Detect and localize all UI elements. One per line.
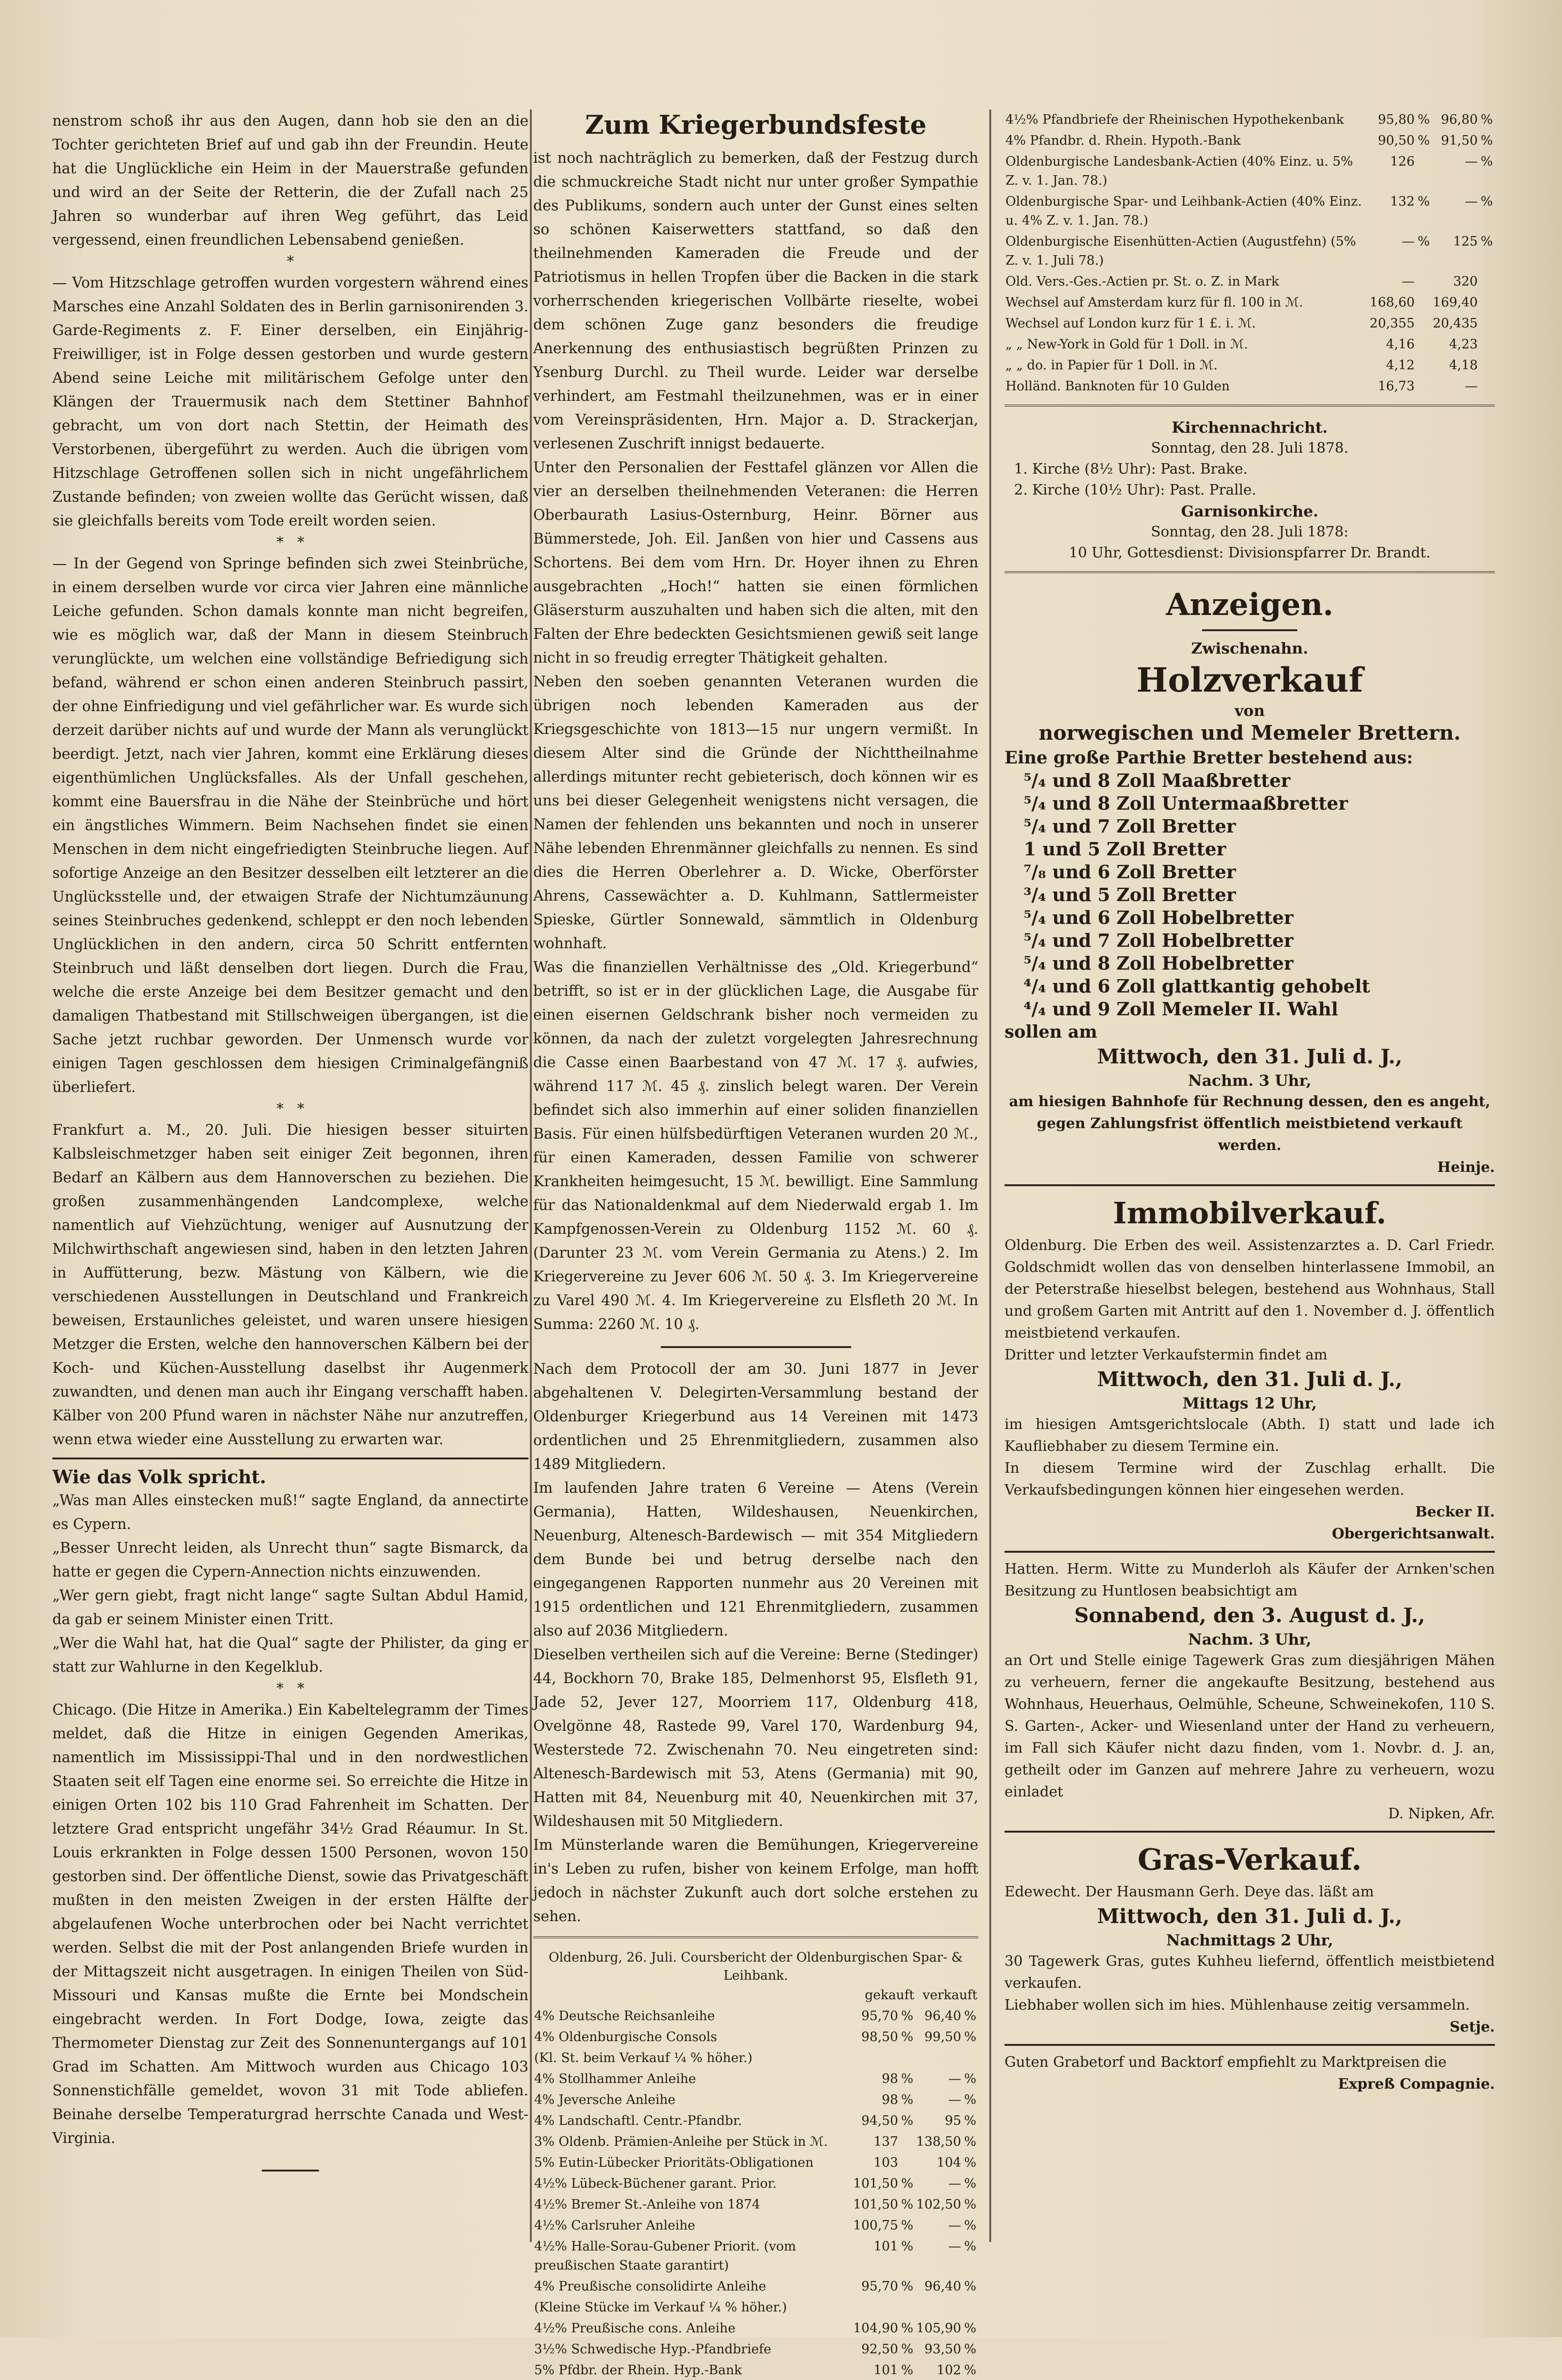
kurs-unit: % bbox=[901, 2321, 914, 2336]
garnison-date: Sonntag, den 28. Juli 1878: bbox=[1151, 524, 1349, 540]
anzeigen-heading: Anzeigen. bbox=[1166, 587, 1333, 623]
kurs-unit: % bbox=[964, 2155, 976, 2170]
kurs-value: 169,40 bbox=[1433, 295, 1478, 310]
ad-time: Nachm. 3 Uhr, bbox=[1188, 1071, 1312, 1090]
kurs-value: 320 bbox=[1453, 274, 1478, 289]
kurs-unit bbox=[1479, 376, 1495, 397]
kurs-unit bbox=[1479, 292, 1495, 313]
kurs-value: 126 bbox=[1390, 154, 1415, 169]
kurs-label: Wechsel auf Amsterdam kurz für fl. 100 in ℳ. bbox=[1005, 295, 1303, 310]
kurs-row bbox=[533, 2132, 978, 2152]
ad-text: von bbox=[1234, 702, 1265, 720]
kurs-table-continued bbox=[1005, 109, 1495, 397]
separator: * * bbox=[276, 1680, 305, 1697]
ad-time: Nachm. 3 Uhr, bbox=[1188, 1630, 1312, 1648]
kurs-unit: % bbox=[901, 2239, 914, 2254]
ad-date: Mittwoch, den 31. Juli d. J., bbox=[1097, 1045, 1403, 1068]
board-item: ⁴/₄ und 6 Zoll glattkantig gehobelt bbox=[1024, 975, 1370, 997]
ad-signature: Becker II. bbox=[1415, 1504, 1495, 1520]
board-item: 1 und 5 Zoll Bretter bbox=[1024, 838, 1226, 860]
article-text: „Wer gern giebt, fragt nicht lange“ sagte Sultan Abdul Hamid, da gab er seinem Minister einen Tritt. bbox=[52, 1587, 528, 1628]
ad-title-immobilverkauf: Immobilverkauf. bbox=[1113, 1196, 1387, 1230]
kirchen-title: Kirchennachricht. bbox=[1172, 418, 1328, 436]
kurs-unit: % bbox=[901, 2363, 914, 2378]
kurs-value: 90,50 bbox=[1378, 133, 1415, 148]
kurs-row bbox=[533, 2048, 978, 2069]
kurs-unit: % bbox=[964, 2030, 976, 2044]
article-chicago: Chicago. (Die Hitze in Amerika.) Ein Kabeltelegramm der Times meldet, daß die Hitze in einigen Gegenden Amerikas, namentlich im Mississippi-Thal und in den nordwestlichen Staaten seit elf Tagen eine enorme sei. So erreichte die Hitze in einigen Orten 102 bis 110 Grad Fahrenheit im Schatten. Der letztere Grad entspricht ungefähr 34½ Grad Réaumur. In St. Louis erkrankten in Folge dessen 1500 Personen, wovon 150 gestorben sind. Der öffentliche Dienst, sowie das Privatgeschäft mußten in den meisten Zweigen in der ersten Hälfte der abgelaufenen Woche unterbrochen oder bei Nacht verrichtet werden. Selbst die mit der Post anlangenden Briefe wurden in der Mittagszeit nicht ausgetragen. In einigen Theilen von Süd-Missouri und Kansas mußte die Ernte bei Mondschein eingebracht werden. In Fort Dodge, Iowa, zeigte das Thermometer Dienstag zur Zeit des Sonnenuntergangs auf 101 Grad im Schatten. Am Mittwoch wurden aus Chicago 103 Sonnenstichfälle gemeldet, wovon 31 mit Tode abliefen. Beinahe derselbe Temperaturgrad herrschte Canada und West-Virginia. bbox=[52, 1702, 528, 2147]
board-item: ⁵/₄ und 8 Zoll Maaßbretter bbox=[1024, 770, 1291, 791]
ad-place: Zwischenahn. bbox=[1191, 639, 1308, 657]
kurs-row bbox=[533, 2360, 978, 2380]
kurs-row bbox=[533, 2297, 978, 2318]
kurs-unit bbox=[1416, 292, 1432, 313]
kurs-row bbox=[533, 2215, 978, 2236]
kurs-label: 4% Preußische consolidirte Anleihe bbox=[534, 2279, 766, 2294]
kurs-row bbox=[1005, 151, 1495, 191]
ad-subtitle: norwegischen und Memeler Brettern. bbox=[1038, 721, 1461, 744]
kurs-value: 104,90 bbox=[853, 2321, 898, 2336]
kurs-value: 20,355 bbox=[1370, 316, 1415, 331]
column-rule bbox=[989, 109, 991, 2242]
kurs-col-header: verkauft bbox=[923, 1988, 977, 2003]
kirchen-date: Sonntag, den 28. Juli 1878. bbox=[1151, 440, 1349, 456]
article-text: Was die finanziellen Verhältnisse des „Old. Kriegerbund“ betrifft, so ist er in der glücklichen Lage, die Ausgabe für einen eisernen Geldschrank bisher noch vermeiden zu können, da nach der zuletzt vorgelegten Jahresrechnung die Casse einen Baarbestand von 47 ℳ. 17 ₰. aufwies, während 117 ℳ. 45 ₰. zinslich belegt waren. Der Verein befindet sich also immerhin auf einer soliden finanziellen Basis. Für einen hülfsbedürftigen Veteranen wurden 20 ℳ., für einen Kameraden, dessen Familie von schwerer Krankheiten heimgesucht, 15 ℳ. bewilligt. Eine Sammlung für das Nationaldenkmal auf dem Niederwald ergab 1. Im Kampfgenossen-Verein zu Oldenburg 1152 ℳ. 60 ₰. (Darunter 23 ℳ. vom Verein Germania zu Atens.) 2. Im Kriegervereine zu Jever 606 ℳ. 50 ₰. 3. Im Kriegervereine zu Varel 490 ℳ. 4. Im Kriegervereine zu Elsfleth 20 ℳ. In Summa: 2260 ℳ. 10 ₰. bbox=[533, 959, 978, 1333]
kurs-value: 98 bbox=[882, 2092, 898, 2107]
separator: * * bbox=[276, 1101, 305, 1117]
kurs-value: 98,50 bbox=[861, 2030, 898, 2044]
ad-text: Eine große Parthie Bretter bestehend aus: bbox=[1005, 748, 1413, 768]
kurs-unit: % bbox=[964, 2363, 976, 2378]
kurs-value: 104 bbox=[936, 2155, 961, 2170]
board-item: ⁵/₄ und 8 Zoll Untermaaßbretter bbox=[1024, 793, 1348, 814]
article-springe: — In der Gegend von Springe befinden sich zwei Steinbrüche, in einem derselben wurde vor circa vier Jahren eine männliche Leiche gefunden. Schon damals konnte man nicht begreifen, wie es möglich war, daß der Mann in diesem Steinbruch verunglückte, um welchen eine vollständige Befriedigung sich befand, während er schon einen anderen Steinbruch passirt, der ohne Einfriedigung und viel gefährlicher war. Es wurde sich derzeit darüber nichts auf und wurde der Mann als verunglückt beerdigt. Jetzt, nach vier Jahren, kommt eine Erklärung dieses eigenthümlichen Unglücksfalles. Als der Unfall geschehen, kommt eine Bauersfrau in die Nähe der Steinbrüche und hört ein ängstliches Wimmern. Beim Nachsehen findet sie einen Menschen in dem nicht eingefriedigten Steinbruche liegen. Auf sofortige Anzeige an den Besitzer desselben eilt letzterer an die Unglücksstelle und, der etwaigen Strafe der Nichtumzäunung seines Steinbruches gedenkend, schleppt er den noch lebenden Unglücklichen in den andern, circa 50 Schritt entfernten Steinbruch und läßt denselben dort liegen. Durch die Frau, welche die erste Anzeige bei dem Besitzer gemacht und den damaligen Thatbestand mit Stillschweigen übergangen, ist die Sache jetzt ruchbar geworden. Der Unmensch wurde vor einigen Tagen geschlossen dem hiesigen Criminalgefängniß überliefert. bbox=[52, 555, 528, 1096]
kurs-unit: % bbox=[1481, 234, 1493, 249]
kurs-row bbox=[1005, 271, 1495, 292]
kurs-unit: % bbox=[901, 2072, 914, 2086]
kurs-row bbox=[1005, 231, 1495, 271]
article-text: „Besser Unrecht leiden, als Unrecht thun“ sagte Bismarck, da hatte er gegen die Cypern-Annection nichts einzuwenden. bbox=[52, 1540, 528, 1580]
ad-signature: Heinje. bbox=[1437, 1159, 1495, 1176]
article-text: Im Münsterlande waren die Bemühungen, Kriegervereine in's Leben zu rufen, bisher von keinem Erfolge, man hofft jedoch in nächster Zukunft auch dort solche erstehen zu sehen. bbox=[533, 1837, 978, 1925]
kurs-row bbox=[533, 2152, 978, 2173]
kurs-unit bbox=[1416, 313, 1432, 334]
article-text: „Was man Alles einstecken muß!“ sagte England, da annectirte es Cypern. bbox=[52, 1492, 528, 1533]
garnison-line: 10 Uhr, Gottesdienst: Divisionspfarrer Dr. Brandt. bbox=[1069, 545, 1431, 561]
kurs-value: — bbox=[948, 2072, 961, 2086]
kurs-row bbox=[533, 2173, 978, 2194]
article-text: nenstrom schoß ihr aus den Augen, dann hob sie den an die Tochter gerichteten Brief auf und gab ihn der Freundin. Heute hat die Unglückliche ein Heim in der Mauerstraße gefunden und wird an der Seite der Retterin, die der Zufall nach 25 Jahren so wunderbar auf ihren Weg geführt, das Leid vergessend, einen freundlichen Lebensabend genießen. bbox=[52, 113, 528, 248]
kurs-label: Oldenburgische Spar- und Leihbank-Actien (40% Einz. u. 4% Z. v. 1. Jan. 78.) bbox=[1005, 194, 1362, 228]
ad-text: im hiesigen Amtsgerichtslocale (Abth. I) statt und lade ich Kaufliebhaber zu diesem Termine ein. bbox=[1005, 1416, 1495, 1455]
kurs-label: 4½% Lübeck-Büchener garant. Prior. bbox=[534, 2176, 777, 2191]
article-heading: Wie das Volk spricht. bbox=[52, 1466, 266, 1488]
kurs-unit bbox=[962, 2048, 978, 2069]
ad-text: am hiesigen Bahnhofe für Rechnung dessen, den es angeht, gegen Zahlungsfrist öffentlich meistbietend verkauft werden. bbox=[1009, 1093, 1491, 1154]
ad-date: Mittwoch, den 31. Juli d. J., bbox=[1097, 1368, 1403, 1391]
kurs-value: 95,80 bbox=[1378, 112, 1415, 127]
kurs-label: Oldenburgische Eisenhütten-Actien (Augustfehn) (5% Z. v. 1. Juli 78.) bbox=[1005, 234, 1356, 268]
garnison-title: Garnisonkirche. bbox=[1181, 502, 1319, 520]
kurs-value: 103 bbox=[873, 2155, 898, 2170]
kurs-row bbox=[1005, 334, 1495, 355]
kurs-value: — bbox=[948, 2218, 961, 2233]
kurs-value: 4,18 bbox=[1449, 358, 1478, 373]
divider bbox=[1005, 571, 1495, 576]
column-left bbox=[52, 109, 528, 2242]
column-right bbox=[1005, 109, 1495, 2242]
kurs-value bbox=[915, 2297, 962, 2318]
kurs-unit: % bbox=[901, 2176, 914, 2191]
kurs-unit bbox=[1416, 376, 1432, 397]
kurs-row bbox=[1005, 130, 1495, 151]
ad-text: 30 Tagewerk Gras, gutes Kuhheu liefernd, öffentlich meistbietend verkaufen. bbox=[1005, 1953, 1495, 1992]
board-item: ⁵/₄ und 7 Zoll Bretter bbox=[1024, 815, 1236, 837]
kurs-value bbox=[852, 2297, 899, 2318]
kurs-value: 4,12 bbox=[1386, 358, 1415, 373]
kurs-unit: % bbox=[901, 2197, 914, 2212]
separator: * * bbox=[276, 534, 305, 551]
kurs-unit: % bbox=[964, 2134, 976, 2149]
ad-text: Guten Grabetorf und Backtorf empfiehlt zu Marktpreisen die bbox=[1005, 2054, 1447, 2071]
kurs-unit bbox=[962, 2297, 978, 2318]
ad-time: Mittags 12 Uhr, bbox=[1183, 1394, 1317, 1412]
kurs-value: 92,50 bbox=[861, 2342, 898, 2357]
kurs-label: (Kl. St. beim Verkauf ¼ % höher.) bbox=[534, 2051, 753, 2065]
kurs-unit bbox=[899, 2048, 915, 2069]
kurs-label: 4½% Halle-Sorau-Gubener Priorit. (vom preußischen Staate garantirt) bbox=[534, 2239, 796, 2273]
article-text: Nach dem Protocoll der am 30. Juni 1877 in Jever abgehaltenen V. Delegirten-Versammlung bestand der Oldenburger Kriegerbund aus 14 Vereinen mit 1473 ordentlichen und 25 Ehrenmitgliedern, zusammen also 1489 Mitgliedern. bbox=[533, 1361, 978, 1473]
kurs-unit: % bbox=[964, 2342, 976, 2357]
kurs-unit: % bbox=[901, 2113, 914, 2128]
article-text: Im laufenden Jahre traten 6 Vereine — Atens (Verein Germania), Hatten, Wildeshausen, Neuenkirchen, Neuenburg, Altenesch-Bardewisch — mit 354 Mitgliedern dem Bunde bei und betrug derselbe nach den eingegangenen Rapporten nunmehr aus 20 Vereinen mit 1915 ordentlichen und 121 Ehrenmitgliedern, zusammen also auf 2036 Mitgliedern. bbox=[533, 1480, 978, 1639]
kurs-row bbox=[1005, 292, 1495, 313]
kurs-unit bbox=[1479, 271, 1495, 292]
kurs-unit: % bbox=[1417, 112, 1430, 127]
kurs-table bbox=[533, 1985, 978, 2380]
divider bbox=[533, 1936, 978, 1941]
kurs-row bbox=[1005, 109, 1495, 130]
kurs-row bbox=[533, 2090, 978, 2111]
kurs-label: 4% Jeversche Anleihe bbox=[534, 2092, 676, 2107]
ad-text: Edewecht. Der Hausmann Gerh. Deye das. läßt am bbox=[1005, 1884, 1374, 1900]
kurs-unit bbox=[1416, 355, 1432, 376]
kurs-unit: % bbox=[1481, 112, 1493, 127]
board-item: ⁵/₄ und 6 Zoll Hobelbretter bbox=[1024, 907, 1293, 928]
kurs-row bbox=[533, 2236, 978, 2276]
kurs-value: 125 bbox=[1453, 234, 1478, 249]
kurs-unit: % bbox=[1481, 194, 1493, 209]
ad-date: Sonnabend, den 3. August d. J., bbox=[1074, 1604, 1425, 1627]
kurs-unit: % bbox=[901, 2218, 914, 2233]
kurs-value: — bbox=[948, 2239, 961, 2254]
kurs-value: 101 bbox=[873, 2239, 898, 2254]
article-frankfurt: Frankfurt a. M., 20. Juli. Die hiesigen besser situirten Kalbsleischmetzger haben seit einiger Zeit begonnen, ihren Bedarf an Kälbern aus dem Hannoverschen zu beziehen. Die großen zusammenhängenden Landcomplexe, welche namentlich auf Viehzüchtung, weniger auf Ausnutzung der Milchwirthschaft angewiesen sind, haben in den letzten Jahren in Auffütterung, bezw. Mästung von Kälbern, wie die verschiedenen Ausstellungen in Deutschland und Frankreich beweisen, Erstaunliches geleistet, und waren unsere hiesigen Metzger die Ersten, welche den hannoverschen Kälbern bei der Koch- und Küchen-Ausstellung daselbst ihr Augenmerk zuwandten, und denen man auch ihr Eingang verschafft haben. Kälber von 200 Pfund waren in nächster Nähe nur anzutreffen, wenn etwa wieder eine Ausstellung zu erwarten war. bbox=[52, 1122, 528, 1448]
divider bbox=[1005, 1831, 1495, 1833]
kurs-unit: % bbox=[964, 2197, 976, 2212]
kurs-unit: % bbox=[964, 2176, 976, 2191]
kurs-value: 94,50 bbox=[861, 2113, 898, 2128]
kurs-label: 4% Landschaftl. Centr.-Pfandbr. bbox=[534, 2113, 742, 2128]
kurs-value: 102 bbox=[936, 2363, 961, 2378]
kurs-value: 93,50 bbox=[924, 2342, 961, 2357]
kurs-label: 4% Stollhammer Anleihe bbox=[534, 2072, 696, 2086]
ad-text: Dritter und letzter Verkaufstermin findet am bbox=[1005, 1347, 1328, 1363]
kurs-unit: % bbox=[964, 2321, 976, 2336]
kurs-unit: % bbox=[901, 2030, 914, 2044]
kurs-value: — bbox=[948, 2092, 961, 2107]
kurs-row bbox=[533, 2339, 978, 2360]
ad-title-holzverkauf: Holzverkauf bbox=[1136, 660, 1363, 700]
ad-date: Mittwoch, den 31. Juli d. J., bbox=[1097, 1904, 1403, 1928]
article-text: ist noch nachträglich zu bemerken, daß der Festzug durch die schmuckreiche Stadt nicht nur unter großer Sympathie des Publikums, sondern auch unter der Gunst eines selten so schönen Kaiserwetters stattfand, so daß den theilnehmenden Kameraden die Freude und der Patriotismus in hellen Tropfen über die Backen in die stark vorherrschenden kriegerischen Vollbärte rieselte, wobei dem schönen Zuge ganz besonders die freudige Anerkennung des enthusiastisch begrüßten Prinzen zu Ysenburg Durchl. zu Theil wurde. Leider war derselbe verhindert, am Festmahl theilzunehmen, was er in einer vom Vereinspräsidenten, Hrn. Major a. D. Strackerjan, verlesenen Zuschrift innigst bedauerte. bbox=[533, 150, 978, 452]
ad-title-grasverkauf: Gras-Verkauf. bbox=[1137, 1842, 1362, 1877]
kurs-value: — bbox=[1402, 274, 1415, 289]
kurs-label: 4% Oldenburgische Consols bbox=[534, 2030, 717, 2044]
kurs-unit: % bbox=[964, 2239, 976, 2254]
kurs-label: 3½% Schwedische Hyp.-Pfandbriefe bbox=[534, 2342, 772, 2357]
kurs-unit: % bbox=[901, 2279, 914, 2294]
board-item: ³/₄ und 5 Zoll Bretter bbox=[1024, 884, 1236, 905]
ad-signature: D. Nipken, Afr. bbox=[1388, 1805, 1495, 1822]
kurs-value: 4,16 bbox=[1386, 337, 1415, 352]
divider bbox=[262, 2170, 319, 2172]
kurs-label: 4½% Bremer St.-Anleihe von 1874 bbox=[534, 2197, 760, 2212]
kurs-unit bbox=[1479, 334, 1495, 355]
article-heading: Zum Kriegerbundsfeste bbox=[585, 109, 927, 140]
kurs-label: „ „ do. in Papier für 1 Doll. in ℳ. bbox=[1005, 358, 1218, 373]
board-list bbox=[1005, 769, 1495, 1021]
kurs-label: 4½% Pfandbriefe der Rheinischen Hypothekenbank bbox=[1005, 112, 1344, 127]
ad-signature: Expreß Compagnie. bbox=[1338, 2076, 1495, 2092]
kurs-row bbox=[533, 2069, 978, 2090]
ad-text: Liebhaber wollen sich im hies. Mühlenhause zeitig versammeln. bbox=[1005, 1997, 1470, 2013]
board-item: ⁴/₄ und 9 Zoll Memeler II. Wahl bbox=[1024, 998, 1338, 1020]
kurs-unit: % bbox=[1417, 234, 1430, 249]
article-text: „Wer die Wahl hat, hat die Qual“ sagte der Philister, da ging er statt zur Wahlurne in den Kegelklub. bbox=[52, 1635, 528, 1676]
kurs-label: 4½% Preußische cons. Anleihe bbox=[534, 2321, 736, 2336]
kurs-label: (Kleine Stücke im Verkauf ¼ % höher.) bbox=[534, 2300, 787, 2315]
column-middle bbox=[533, 109, 978, 2378]
kurs-unit: % bbox=[1481, 133, 1493, 148]
kurs-label: 3% Oldenb. Prämien-Anleihe per Stück in ℳ. bbox=[534, 2134, 828, 2149]
kurs-label: 4% Deutsche Reichsanleihe bbox=[534, 2009, 715, 2023]
kurs-value: 96,40 bbox=[924, 2009, 961, 2023]
kurs-value: 16,73 bbox=[1378, 379, 1415, 394]
divider bbox=[1005, 2044, 1495, 2046]
kurs-value: 101 bbox=[873, 2363, 898, 2378]
ad-text: an Ort und Stelle einige Tagewerk Gras zum diesjährigen Mähen zu verheuern, ferner die angekaufte Besitzung, bestehend aus Wohnhaus, Heuerhaus, Oelmühle, Scheune, Schweinekofen, 110 S. S. Garten-, Acker- und Wiesenland unter der Hand zu verheuern, im Fall sich Käufer nicht dazu finden, vom 1. Novbr. d. J. an, getheilt oder im Ganzen auf mehrere Jahre zu verheuern, wozu einladet bbox=[1005, 1652, 1495, 1800]
article-hitzschlag: — Vom Hitzschlage getroffen wurden vorgestern während eines Marsches eine Anzahl Soldaten des in Berlin garnisonirenden 3. Garde-Regiments z. F. Einer derselben, ein Einjährig-Freiwilliger, ist in Folge dessen gestorben und wurde gestern Abend seine Leiche mit militärischem Gefolge unter den Klängen der Trauermusik nach dem Stettiner Bahnhof gebracht, um von dort nach Stettin, der Heimath des Verstorbenen, übergeführt zu werden. Auch die übrigen vom Hitzschlage Getroffenen sollen sich in nicht ungefährlichem Zustande befinden; von zweien wollte das Gerücht wissen, daß sie gleichfalls bereits vom Tode ereilt worden seien. bbox=[52, 275, 528, 529]
kurs-label: Holländ. Banknoten für 10 Gulden bbox=[1005, 379, 1230, 394]
divider bbox=[1005, 1551, 1495, 1553]
kurs-unit: % bbox=[901, 2009, 914, 2023]
divider bbox=[1202, 629, 1297, 631]
ad-text: Hatten. Herm. Witte zu Munderloh als Käufer der Arnken'schen Besitzung zu Huntlosen beabsichtigt am bbox=[1005, 1561, 1495, 1599]
divider bbox=[661, 1346, 851, 1348]
kurs-value: 138,50 bbox=[916, 2134, 961, 2149]
kurs-value: 96,40 bbox=[924, 2279, 961, 2294]
kurs-value: — bbox=[1402, 234, 1415, 249]
kurs-unit: % bbox=[1481, 154, 1493, 169]
kurs-value: 168,60 bbox=[1370, 295, 1415, 310]
kurs-value: 95 bbox=[945, 2113, 961, 2128]
kurs-row bbox=[1005, 376, 1495, 397]
kirchen-line: 1. Kirche (8½ Uhr): Past. Brake. bbox=[1014, 461, 1248, 477]
kurs-unit: % bbox=[964, 2009, 976, 2023]
kurs-unit bbox=[1416, 271, 1432, 292]
kurs-value: 91,50 bbox=[1441, 133, 1478, 148]
article-text: Unter den Personalien der Festtafel glänzen vor Allen die vier an derselben theilnehmenden Veteranen: die Herren Oberbaurath Lasius-Osternburg, Heinr. Börner aus Bümmerstede, Joh. Eil. Janßen von hier und Cassens aus Schortens. Bei dem vom Hrn. Dr. Hoyer ihnen zu Ehren ausgebrachten „Hoch!“ hatten sie einen förmlichen Gläsersturm auszuhalten und haben sich die alten, mit den Falten der Ehre bedeckten Gesichtsmienen gewiß seit lange nicht in so freudig erregter Thätigkeit gehalten. bbox=[533, 459, 978, 666]
kurs-label: Oldenburgische Landesbank-Actien (40% Einz. u. 5% Z. v. 1. Jan. 78.) bbox=[1005, 154, 1353, 188]
kurs-row bbox=[533, 2111, 978, 2132]
kurs-row bbox=[533, 2318, 978, 2339]
ad-text: In diesem Termine wird der Zuschlag erhallt. Die Verkaufsbedingungen können hier eingesehen werden. bbox=[1005, 1460, 1495, 1498]
ad-text: Oldenburg. Die Erben des weil. Assistenzarztes a. D. Carl Friedr. Goldschmidt wollen das von denselben hinterlassene Immobil, an der Peterstraße hieselbst belegen, bestehend aus Wohnhaus, Stall und großem Garten mit Antritt auf den 1. November d. J. öffentlich meistbietend verkaufen. bbox=[1005, 1237, 1495, 1341]
kurs-row bbox=[533, 2276, 978, 2297]
kurs-unit: % bbox=[901, 2342, 914, 2357]
kurs-label: 5% Pfdbr. der Rhein. Hyp.-Bank bbox=[534, 2363, 742, 2378]
kurs-row bbox=[1005, 191, 1495, 231]
ad-time: Nachmittags 2 Uhr, bbox=[1166, 1931, 1333, 1949]
kurs-row bbox=[1005, 313, 1495, 334]
kurs-row bbox=[533, 2027, 978, 2048]
kurs-value: — bbox=[1465, 154, 1478, 169]
kurs-unit bbox=[1479, 313, 1495, 334]
kurs-value: 102,50 bbox=[916, 2197, 961, 2212]
kurs-value: 137 bbox=[873, 2134, 898, 2149]
kurs-value: 95,70 bbox=[861, 2279, 898, 2294]
kurs-title: Oldenburg, 26. Juli. Coursbericht der Oldenburgischen Spar- & Leihbank. bbox=[548, 1950, 963, 1983]
kurs-value: 99,50 bbox=[924, 2030, 961, 2044]
board-item: ⁵/₄ und 7 Zoll Hobelbretter bbox=[1024, 930, 1293, 951]
kurs-col-header: gekauft bbox=[865, 1988, 915, 2003]
ad-signature: Obergerichtsanwalt. bbox=[1332, 1526, 1495, 1542]
kurs-value: 101,50 bbox=[853, 2197, 898, 2212]
ad-signature: Setje. bbox=[1450, 2019, 1495, 2035]
kurs-row bbox=[1005, 355, 1495, 376]
kurs-unit bbox=[899, 2297, 915, 2318]
kurs-unit: % bbox=[964, 2092, 976, 2107]
kurs-unit bbox=[899, 2132, 915, 2152]
kurs-value: 100,75 bbox=[853, 2218, 898, 2233]
kurs-value: 96,80 bbox=[1441, 112, 1478, 127]
article-text: Neben den soeben genannten Veteranen wurden die übrigen noch lebenden Kameraden aus der Kriegsgeschichte von 1813—15 nur ungern vermißt. In diesem Alter sind die Gründe der Nichttheilnahme allerdings mitunter recht gebieterisch, doch können wir es uns bei dieser Gelegenheit wenigstens nicht versagen, die Namen der fehlenden uns bekannten und noch in unserer Nähe lebenden Ehrenmänner gleichfalls zu nennen. Es sind dies die Herren Oberlehrer a. D. Wicke, Oberförster Ahrens, Cassewächter a. D. Kuhlmann, Sattlermeister Spieske, Gürtler Sonnewald, sämmtlich in Oldenburg wohnhaft. bbox=[533, 674, 978, 952]
kurs-unit bbox=[1416, 151, 1432, 191]
kurs-unit: % bbox=[901, 2092, 914, 2107]
kurs-label: 5% Eutin-Lübecker Prioritäts-Obligationen bbox=[534, 2155, 814, 2170]
kurs-label: Old. Vers.-Ges.-Actien pr. St. o. Z. in Mark bbox=[1005, 274, 1279, 289]
kurs-value: 4,23 bbox=[1449, 337, 1478, 352]
kurs-unit: % bbox=[964, 2218, 976, 2233]
kurs-value: — bbox=[948, 2176, 961, 2191]
divider bbox=[52, 1458, 528, 1459]
kurs-value: 132 bbox=[1390, 194, 1415, 209]
kurs-unit bbox=[1479, 355, 1495, 376]
article-text: Dieselben vertheilen sich auf die Vereine: Berne (Stedinger) 44, Bockhorn 70, Brake 185, Delmenhorst 95, Elsfleth 91, Jade 52, Jever 127, Moorriem 117, Oldenburg 418, Ovelgönne 48, Rastede 99, Varel 170, Wardenburg 94, Westerstede 72. Zwischenahn 70. Neu eingetreten sind: Altenesch-Bardewisch mit 53, Atens (Germania) mit 90, Hatten mit 84, Neuenburg mit 40, Neuenkirchen mit 37, Wildeshausen mit 50 Mitgliedern. bbox=[533, 1646, 978, 1830]
kurs-row bbox=[533, 2006, 978, 2027]
ad-text: sollen am bbox=[1005, 1022, 1097, 1042]
kirchen-line: 2. Kirche (10½ Uhr): Past. Pralle. bbox=[1014, 482, 1256, 498]
kurs-value: 101,50 bbox=[853, 2176, 898, 2191]
kurs-unit bbox=[1416, 334, 1432, 355]
kurs-unit: % bbox=[964, 2072, 976, 2086]
kurs-unit: % bbox=[1417, 194, 1430, 209]
kurs-value: 105,90 bbox=[916, 2321, 961, 2336]
kurs-value: — bbox=[1465, 194, 1478, 209]
kurs-unit: % bbox=[1417, 133, 1430, 148]
kurs-value bbox=[852, 2048, 899, 2069]
kurs-value: — bbox=[1465, 379, 1478, 394]
kurs-unit: % bbox=[964, 2279, 976, 2294]
kurs-unit bbox=[899, 2152, 915, 2173]
kurs-value: 20,435 bbox=[1433, 316, 1478, 331]
divider bbox=[1005, 405, 1495, 409]
kurs-label: 4½% Carlsruher Anleihe bbox=[534, 2218, 696, 2233]
column-rule bbox=[530, 109, 532, 2242]
kurs-row bbox=[533, 2194, 978, 2215]
separator: * bbox=[287, 253, 294, 270]
kurs-value bbox=[915, 2048, 962, 2069]
board-item: ⁵/₄ und 8 Zoll Hobelbretter bbox=[1024, 952, 1293, 974]
kurs-label: „ „ New-York in Gold für 1 Doll. in ℳ. bbox=[1005, 337, 1248, 352]
board-item: ⁷/₈ und 6 Zoll Bretter bbox=[1024, 861, 1236, 883]
kurs-unit: % bbox=[964, 2113, 976, 2128]
divider bbox=[1005, 1184, 1495, 1186]
kurs-label: Wechsel auf London kurz für 1 £. i. ℳ. bbox=[1005, 316, 1256, 331]
kurs-label: 4% Pfandbr. d. Rhein. Hypoth.-Bank bbox=[1005, 133, 1241, 148]
kurs-value: 95,70 bbox=[861, 2009, 898, 2023]
kurs-value: 98 bbox=[882, 2072, 898, 2086]
